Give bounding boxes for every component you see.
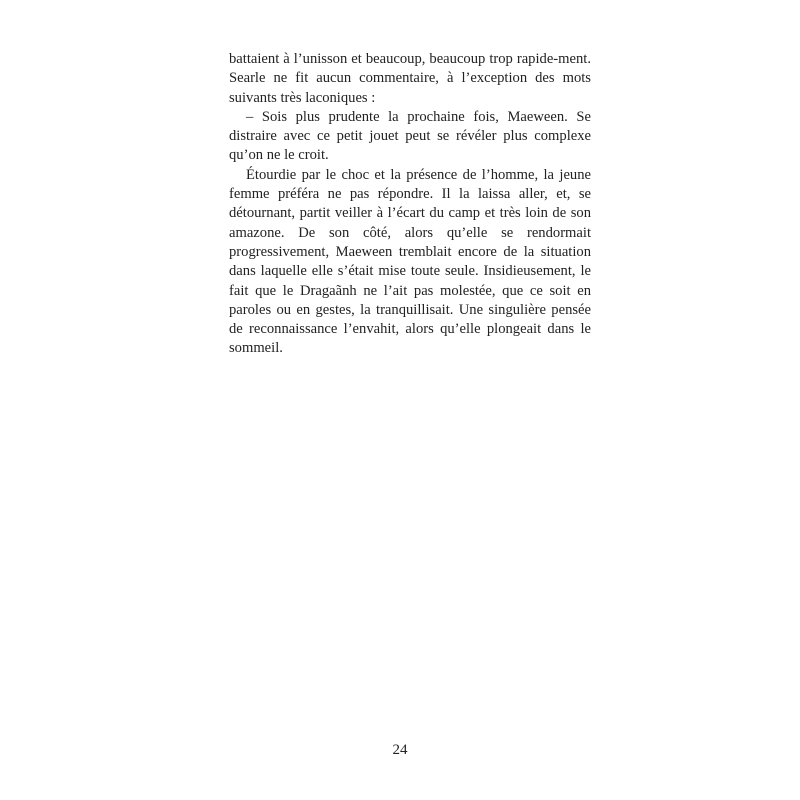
paragraph-1: battaient à l’unisson et beaucoup, beaucoup trop rapide-ment. Searle ne fit aucun commentaire, à l’exception des mots suivants très laconiques :	[229, 51, 591, 106]
paragraph-2-dialogue: – Sois plus prudente la prochaine fois, Maeween. Se distraire avec ce petit jouet peut se révéler plus complexe qu’on ne le croit.	[229, 108, 591, 164]
body-text	[229, 50, 591, 359]
page-number: 24	[392, 742, 408, 758]
paragraph-3: Étourdie par le choc et la présence de l’homme, la jeune femme préféra ne pas répondre. Il la laissa aller, et, se détournant, partit veiller à l’écart du camp et très loin de son amazone. De son côté, alors qu’elle se rendormait progressivement, Maeween tremblait encore de la situation dans laquelle elle s’était mise toute seule. Insidieusement, le fait que le Dragaãnh ne l’ait pas molestée, que ce soit en paroles ou en gestes, la tranquillisait. Une singulière pensée de reconnaissance l’envahit, alors qu’elle plongeait dans le sommeil.	[229, 166, 591, 357]
